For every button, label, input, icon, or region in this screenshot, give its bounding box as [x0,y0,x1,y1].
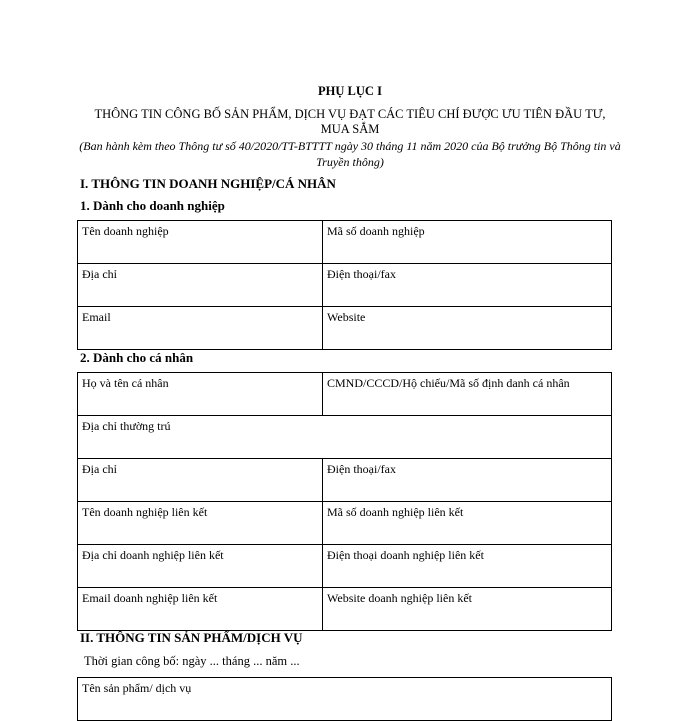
business-name-field[interactable]: Tên doanh nghiệp [78,221,323,264]
person-address-field[interactable]: Địa chỉ [78,459,323,502]
business-phone-field[interactable]: Điện thoại/fax [323,264,612,307]
business-website-field[interactable]: Website [323,307,612,350]
linked-business-address-field[interactable]: Địa chỉ doanh nghiệp liên kết [78,545,323,588]
person-name-field[interactable]: Họ và tên cá nhân [78,373,323,416]
section-1-heading: I. THÔNG TIN DOANH NGHIỆP/CÁ NHÂN [80,176,336,191]
table-row [78,678,612,721]
linked-business-website-field[interactable]: Website doanh nghiệp liên kết [323,588,612,631]
document-title: THÔNG TIN CÔNG BỐ SẢN PHẨM, DỊCH VỤ ĐẠT CÁC TIÊU CHÍ ĐƯỢC ƯU TIÊN ĐẦU TƯ, MUA SẮM [94,107,606,136]
table-row [78,416,612,459]
business-code-field[interactable]: Mã số doanh nghiệp [323,221,612,264]
linked-business-phone-field[interactable]: Điện thoại doanh nghiệp liên kết [323,545,612,588]
product-name-field[interactable]: Tên sản phẩm/ dịch vụ [78,678,612,721]
section-2-heading: II. THÔNG TIN SẢN PHẨM/DỊCH VỤ [80,630,303,645]
table-row [78,221,612,264]
table-row [78,588,612,631]
business-email-field[interactable]: Email [78,307,323,350]
table-row [78,264,612,307]
table-row [78,502,612,545]
announce-time: Thời gian công bố: ngày ... tháng ... năm ... [84,654,300,668]
table-row [78,307,612,350]
linked-business-name-field[interactable]: Tên doanh nghiệp liên kết [78,502,323,545]
appendix-title: PHỤ LỤC I [318,84,382,98]
linked-business-email-field[interactable]: Email doanh nghiệp liên kết [78,588,323,631]
linked-business-code-field[interactable]: Mã số doanh nghiệp liên kết [323,502,612,545]
business-address-field[interactable]: Địa chỉ [78,264,323,307]
issued-note: (Ban hành kèm theo Thông tư số 40/2020/TT-BTTTT ngày 30 tháng 11 năm 2020 của Bộ trưởng Bộ Thông tin và Truyền thông) [79,139,621,169]
table-row [78,373,612,416]
business-info-table [77,220,612,350]
business-subheading: 1. Dành cho doanh nghiệp [80,198,225,213]
person-id-field[interactable]: CMND/CCCD/Hộ chiếu/Mã số định danh cá nhân [323,373,612,416]
individual-subheading: 2. Dành cho cá nhân [80,350,194,365]
product-info-table [77,677,612,721]
individual-info-table [77,372,612,631]
person-phone-field[interactable]: Điện thoại/fax [323,459,612,502]
permanent-address-field[interactable]: Địa chỉ thường trú [78,416,612,459]
table-row [78,459,612,502]
table-row [78,545,612,588]
